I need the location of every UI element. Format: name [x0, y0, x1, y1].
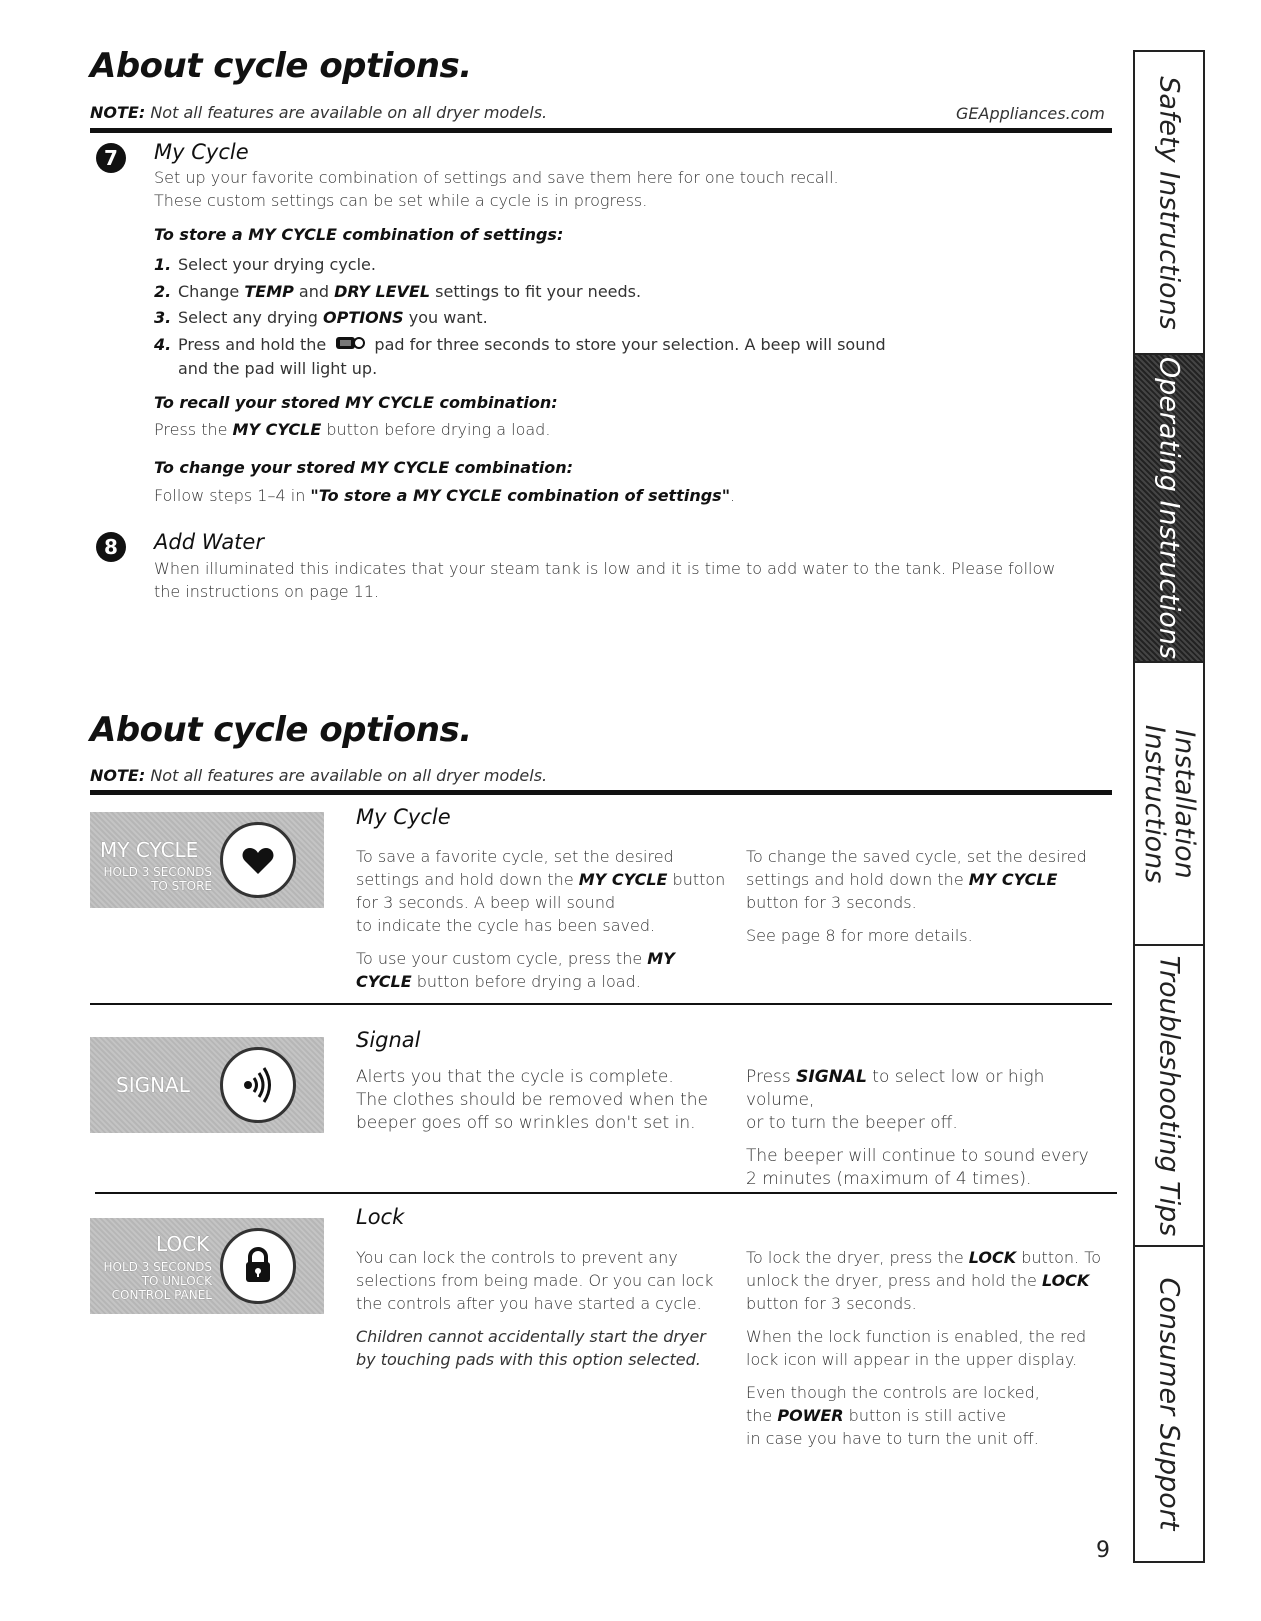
text-line: You can lock the controls to prevent any	[356, 1248, 678, 1267]
my-cycle-pad-icon	[335, 334, 365, 357]
divider	[90, 790, 1112, 795]
recall-text	[154, 418, 550, 441]
tab-installation-instructions[interactable]	[1135, 663, 1203, 946]
note-label: NOTE:	[90, 766, 146, 785]
recall-heading: To recall your stored MY CYCLE combination:	[154, 393, 558, 412]
text-emphasis: LOCK	[1041, 1271, 1090, 1290]
text-line	[356, 970, 736, 993]
tab-safety-instructions[interactable]	[1135, 52, 1203, 355]
text-part: To use your custom cycle, press the	[356, 949, 648, 968]
store-heading: To store a MY CYCLE combination of settings:	[154, 225, 564, 244]
section-8-line: the instructions on page 11.	[154, 582, 380, 601]
warning-line: Children cannot accidentally start the dryer	[356, 1327, 706, 1346]
my-cycle-button	[220, 822, 296, 898]
text-line	[746, 1066, 1116, 1112]
tab-label: Consumer Support	[1153, 1277, 1185, 1531]
text-line: for 3 seconds. A beep will sound	[356, 893, 616, 912]
tab-label: Operating Instructions	[1153, 356, 1185, 660]
tab-troubleshooting-tips[interactable]	[1135, 946, 1203, 1247]
text-line: Even though the controls are locked,	[746, 1383, 1040, 1402]
lock-panel-image	[90, 1218, 324, 1314]
step-emphasis: DRY LEVEL	[334, 282, 431, 301]
text-line	[746, 1404, 1116, 1427]
section-tabs-sidebar	[1133, 50, 1205, 1563]
section-8-text	[154, 557, 1055, 603]
text-line: or to turn the beeper off.	[746, 1113, 958, 1133]
text-line: To save a favorite cycle, set the desired	[356, 847, 674, 866]
text-part: settings and hold down the	[746, 870, 969, 889]
tab-label: Safety Instructions	[1153, 75, 1185, 330]
note-top	[90, 103, 547, 122]
signal-right-text	[746, 1066, 1116, 1191]
text-line: in case you have to turn the unit off.	[746, 1429, 1039, 1448]
panel-caption-line: HOLD 3 SECONDS	[103, 1260, 212, 1274]
recall-text-part: Press the	[154, 420, 233, 439]
text-line: 2 minutes (maximum of 4 times).	[746, 1169, 1032, 1189]
tab-label: Troubleshooting Tips	[1153, 955, 1185, 1236]
text-part: To lock the dryer, press the	[746, 1248, 969, 1267]
text-line: button for 3 seconds.	[746, 893, 917, 912]
step-number: 3.	[154, 308, 172, 327]
signal-panel-image	[90, 1037, 324, 1133]
speaker-sound-icon	[223, 1050, 293, 1120]
my-cycle-panel-image	[90, 812, 324, 908]
text-emphasis: POWER	[777, 1406, 844, 1425]
change-emphasis: "To store a MY CYCLE combination of settings"	[310, 486, 731, 505]
text-line: button for 3 seconds.	[746, 1294, 917, 1313]
recall-text-part: button before drying a load.	[321, 420, 551, 439]
section-7-title: My Cycle	[154, 140, 249, 164]
step-text: Select your drying cycle.	[178, 255, 376, 274]
text-part: button before drying a load.	[411, 972, 641, 991]
divider	[90, 128, 1112, 133]
my-cycle-left-text	[356, 845, 736, 993]
text-part: button. To	[1016, 1248, 1102, 1267]
step-text: Change	[178, 282, 245, 301]
signal-title: Signal	[356, 1028, 421, 1052]
panel-caption-line: HOLD 3 SECONDS	[103, 865, 212, 879]
text-line: to indicate the cycle has been saved.	[356, 916, 656, 935]
step-3	[154, 306, 488, 329]
note-text: Not all features are available on all dryer models.	[150, 103, 548, 122]
step-text: and	[293, 282, 335, 301]
step-text: Select any drying	[178, 308, 323, 327]
panel-caption	[96, 1260, 212, 1302]
tab-consumer-support[interactable]	[1135, 1247, 1203, 1561]
text-part: to select low or high volume,	[746, 1067, 1045, 1110]
text-part: button is still active	[843, 1406, 1007, 1425]
section-8-badge: 8	[96, 532, 126, 562]
text-emphasis: MY	[647, 949, 675, 968]
section-7-badge: 7	[96, 143, 126, 173]
change-text	[154, 484, 735, 507]
text-emphasis: CYCLE	[356, 972, 412, 991]
panel-label: LOCK	[156, 1232, 210, 1256]
step-number: 4.	[154, 335, 172, 354]
panel-caption-line: TO UNLOCK	[141, 1274, 212, 1288]
text-line	[746, 868, 1106, 891]
text-line: lock icon will appear in the upper display.	[746, 1350, 1078, 1369]
step-text: you want.	[403, 308, 488, 327]
lock-title: Lock	[356, 1205, 405, 1229]
divider	[95, 1192, 1117, 1194]
text-emphasis: MY CYCLE	[578, 870, 668, 889]
text-line	[746, 1269, 1116, 1292]
change-heading: To change your stored MY CYCLE combination:	[154, 458, 574, 477]
heart-icon	[223, 825, 293, 895]
step-text: pad for three seconds to store your selection. A beep will sound	[369, 335, 886, 354]
text-line: The clothes should be removed when the	[356, 1090, 708, 1110]
step-text: and the pad will light up.	[178, 359, 378, 378]
padlock-icon	[223, 1231, 293, 1301]
panel-label: SIGNAL	[116, 1073, 190, 1097]
step-text: Press and hold the	[178, 335, 332, 354]
page-number: 9	[1096, 1538, 1110, 1563]
tab-operating-instructions[interactable]	[1135, 355, 1203, 663]
text-part: Press	[746, 1067, 797, 1087]
step-number: 1.	[154, 255, 172, 274]
text-emphasis: MY CYCLE	[968, 870, 1058, 889]
signal-left-text	[356, 1066, 736, 1135]
text-part: the	[746, 1406, 778, 1425]
step-emphasis: TEMP	[244, 282, 294, 301]
text-line: the controls after you have started a cycle.	[356, 1294, 702, 1313]
note-text: Not all features are available on all dryer models.	[150, 766, 548, 785]
text-line: selections from being made. Or you can lock	[356, 1271, 714, 1290]
page-title-bottom: About cycle options.	[90, 710, 472, 750]
my-cycle-title: My Cycle	[356, 805, 451, 829]
panel-caption-line: CONTROL PANEL	[111, 1288, 212, 1302]
site-link[interactable]: GEAppliances.com	[956, 104, 1105, 123]
text-line	[746, 1246, 1116, 1269]
lock-right-text	[746, 1246, 1116, 1450]
step-2	[154, 280, 641, 303]
lock-button	[220, 1228, 296, 1304]
note-label: NOTE:	[90, 103, 146, 122]
divider	[90, 1003, 1112, 1005]
text-part: unlock the dryer, press and hold the	[746, 1271, 1042, 1290]
step-number: 2.	[154, 282, 172, 301]
panel-label: MY CYCLE	[100, 838, 199, 862]
step-4	[154, 333, 886, 380]
note-bottom	[90, 766, 547, 785]
panel-caption-line: TO STORE	[151, 879, 212, 893]
section-8-line: When illuminated this indicates that your steam tank is low and it is time to add water to the tank. Please follow	[154, 559, 1056, 578]
text-line: When the lock function is enabled, the red	[746, 1327, 1087, 1346]
text-part: settings and hold down the	[356, 870, 579, 889]
my-cycle-right-text	[746, 845, 1106, 947]
step-text: settings to fit your needs.	[430, 282, 642, 301]
change-text-part: Follow steps 1–4 in	[154, 486, 311, 505]
panel-caption	[96, 865, 212, 893]
warning-line: by touching pads with this option selected.	[356, 1350, 701, 1369]
section-8-title: Add Water	[154, 530, 264, 554]
lock-left-text	[356, 1246, 736, 1371]
text-line: The beeper will continue to sound every	[746, 1146, 1089, 1166]
text-line: To change the saved cycle, set the desired	[746, 847, 1087, 866]
step-1	[154, 253, 376, 276]
text-line: Alerts you that the cycle is complete.	[356, 1067, 674, 1087]
recall-emphasis: MY CYCLE	[232, 420, 322, 439]
intro-line: These custom settings can be set while a cycle is in progress.	[154, 191, 648, 210]
change-text-part: .	[730, 486, 736, 505]
text-emphasis: LOCK	[968, 1248, 1017, 1267]
intro-line: Set up your favorite combination of settings and save them here for one touch recall.	[154, 168, 839, 187]
text-line	[356, 868, 736, 891]
tab-label: Installation Instructions	[1139, 724, 1200, 883]
text-part: button	[667, 870, 726, 889]
text-line: beeper goes off so wrinkles don't set in.	[356, 1113, 696, 1133]
text-emphasis: SIGNAL	[796, 1067, 867, 1087]
step-emphasis: OPTIONS	[322, 308, 404, 327]
page-title-top: About cycle options.	[90, 46, 472, 86]
text-line	[356, 947, 736, 970]
signal-button	[220, 1047, 296, 1123]
text-line: See page 8 for more details.	[746, 926, 973, 945]
section-7-intro	[154, 166, 839, 212]
